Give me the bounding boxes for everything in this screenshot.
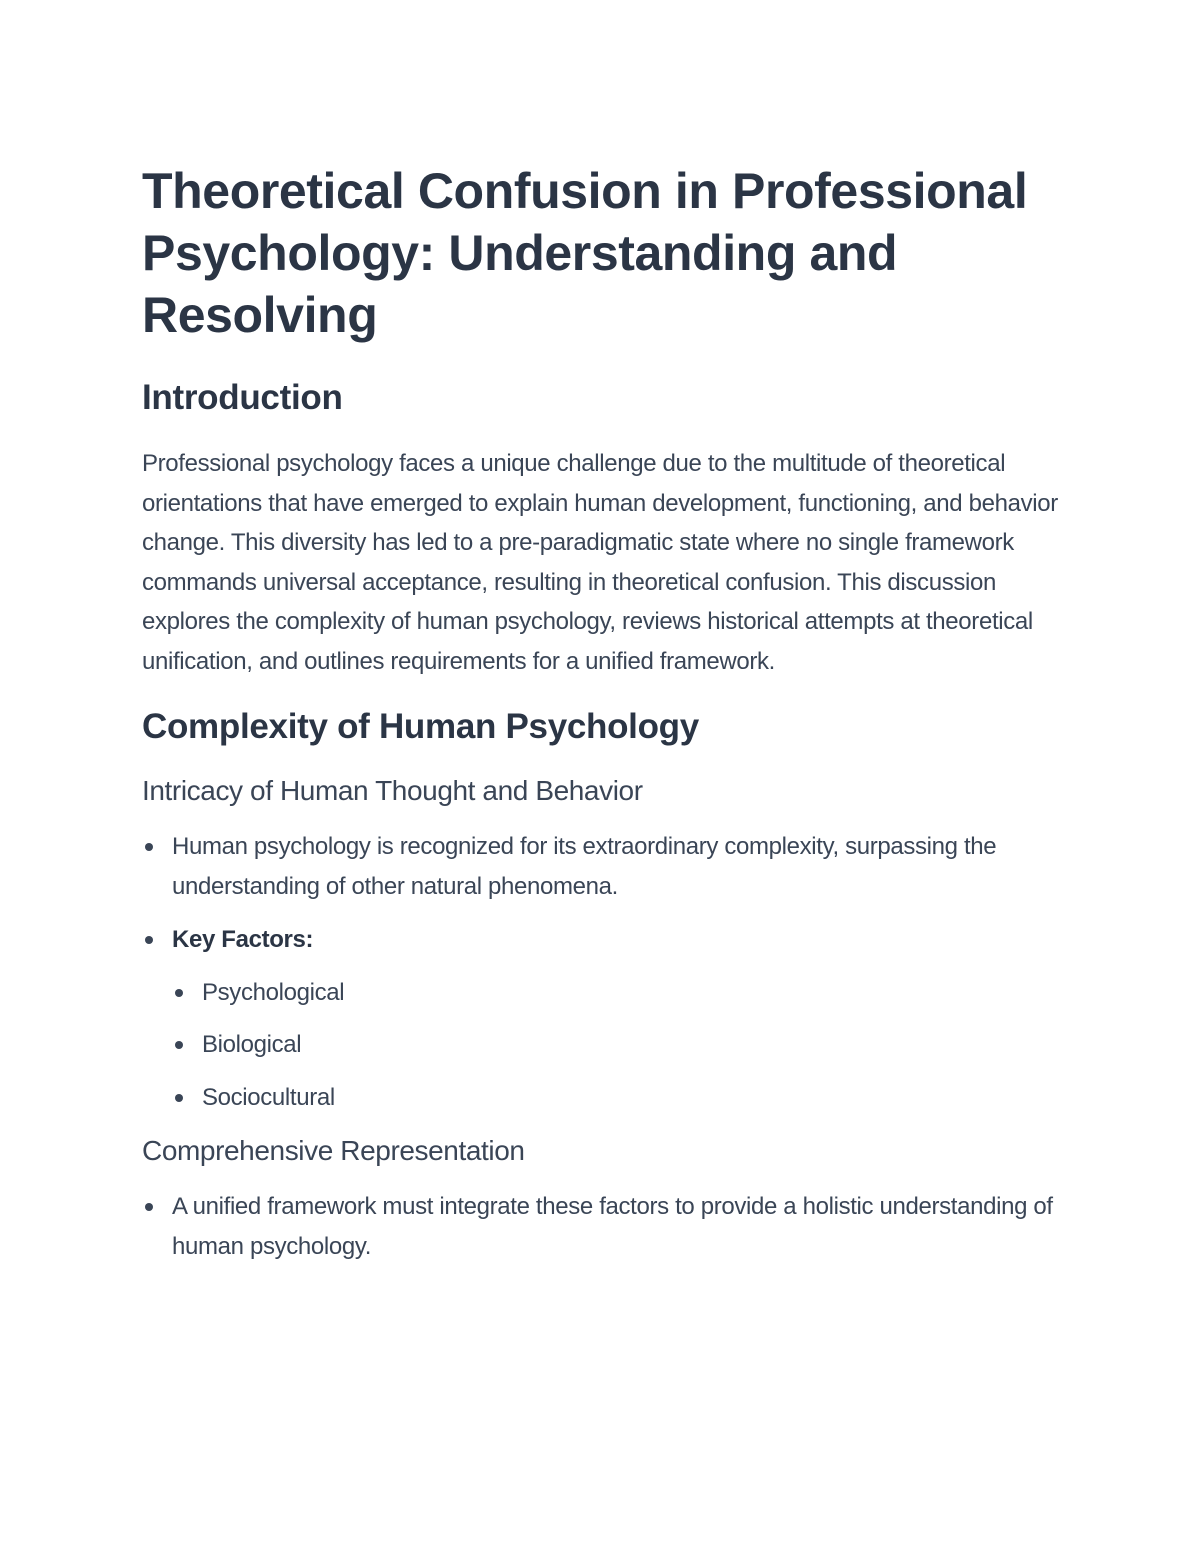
- list-item: [142, 1187, 1072, 1266]
- list-item: [172, 1078, 1072, 1118]
- introduction-heading: Introduction: [142, 378, 343, 417]
- intricacy-bullet-list: [142, 827, 1072, 1117]
- list-item-text: Human psychology is recognized for its extraordinary complexity, surpassing the understanding of other natural phenomena.: [172, 833, 997, 900]
- key-factors-label: Key Factors:: [172, 926, 314, 953]
- list-item-text: Psychological: [202, 978, 345, 1006]
- intricacy-subheading: Intricacy of Human Thought and Behavior: [142, 775, 643, 806]
- complexity-heading: Complexity of Human Psychology: [142, 707, 699, 746]
- list-item-text: Biological: [202, 1031, 302, 1058]
- list-item: [172, 973, 1072, 1013]
- introduction-paragraph: Professional psychology faces a unique challenge due to the multitude of theoretical orientations that have emerged to explain human development, functioning, and behavior change. This diversity has led to a pre-paradigmatic state where no single framework commands universal acceptance, resulting in theoretical confusion. This discussion explores the complexity of human psychology, reviews historical attempts at theoretical unification, and outlines requirements for a unified framework.: [142, 450, 1058, 675]
- bullet-icon: [175, 1094, 183, 1102]
- list-item: [142, 920, 1072, 1117]
- bullet-icon: [145, 843, 153, 851]
- bullet-icon: [145, 936, 153, 944]
- bullet-icon: [175, 989, 183, 997]
- list-item: [172, 1025, 1072, 1065]
- key-factors-list: [172, 973, 1072, 1118]
- list-item-text: A unified framework must integrate these factors to provide a holistic understanding of human psychology.: [172, 1193, 1053, 1260]
- comprehensive-subheading: Comprehensive Representation: [142, 1135, 525, 1166]
- list-item-text: Sociocultural: [202, 1083, 335, 1111]
- bullet-icon: [175, 1041, 183, 1049]
- bullet-icon: [145, 1203, 153, 1211]
- comprehensive-bullet-list: [142, 1187, 1072, 1266]
- list-item: [142, 827, 1072, 906]
- document-page: [142, 160, 1072, 1266]
- document-title: Theoretical Confusion in Professional Psychology: Understanding and Resolving: [142, 163, 1028, 343]
